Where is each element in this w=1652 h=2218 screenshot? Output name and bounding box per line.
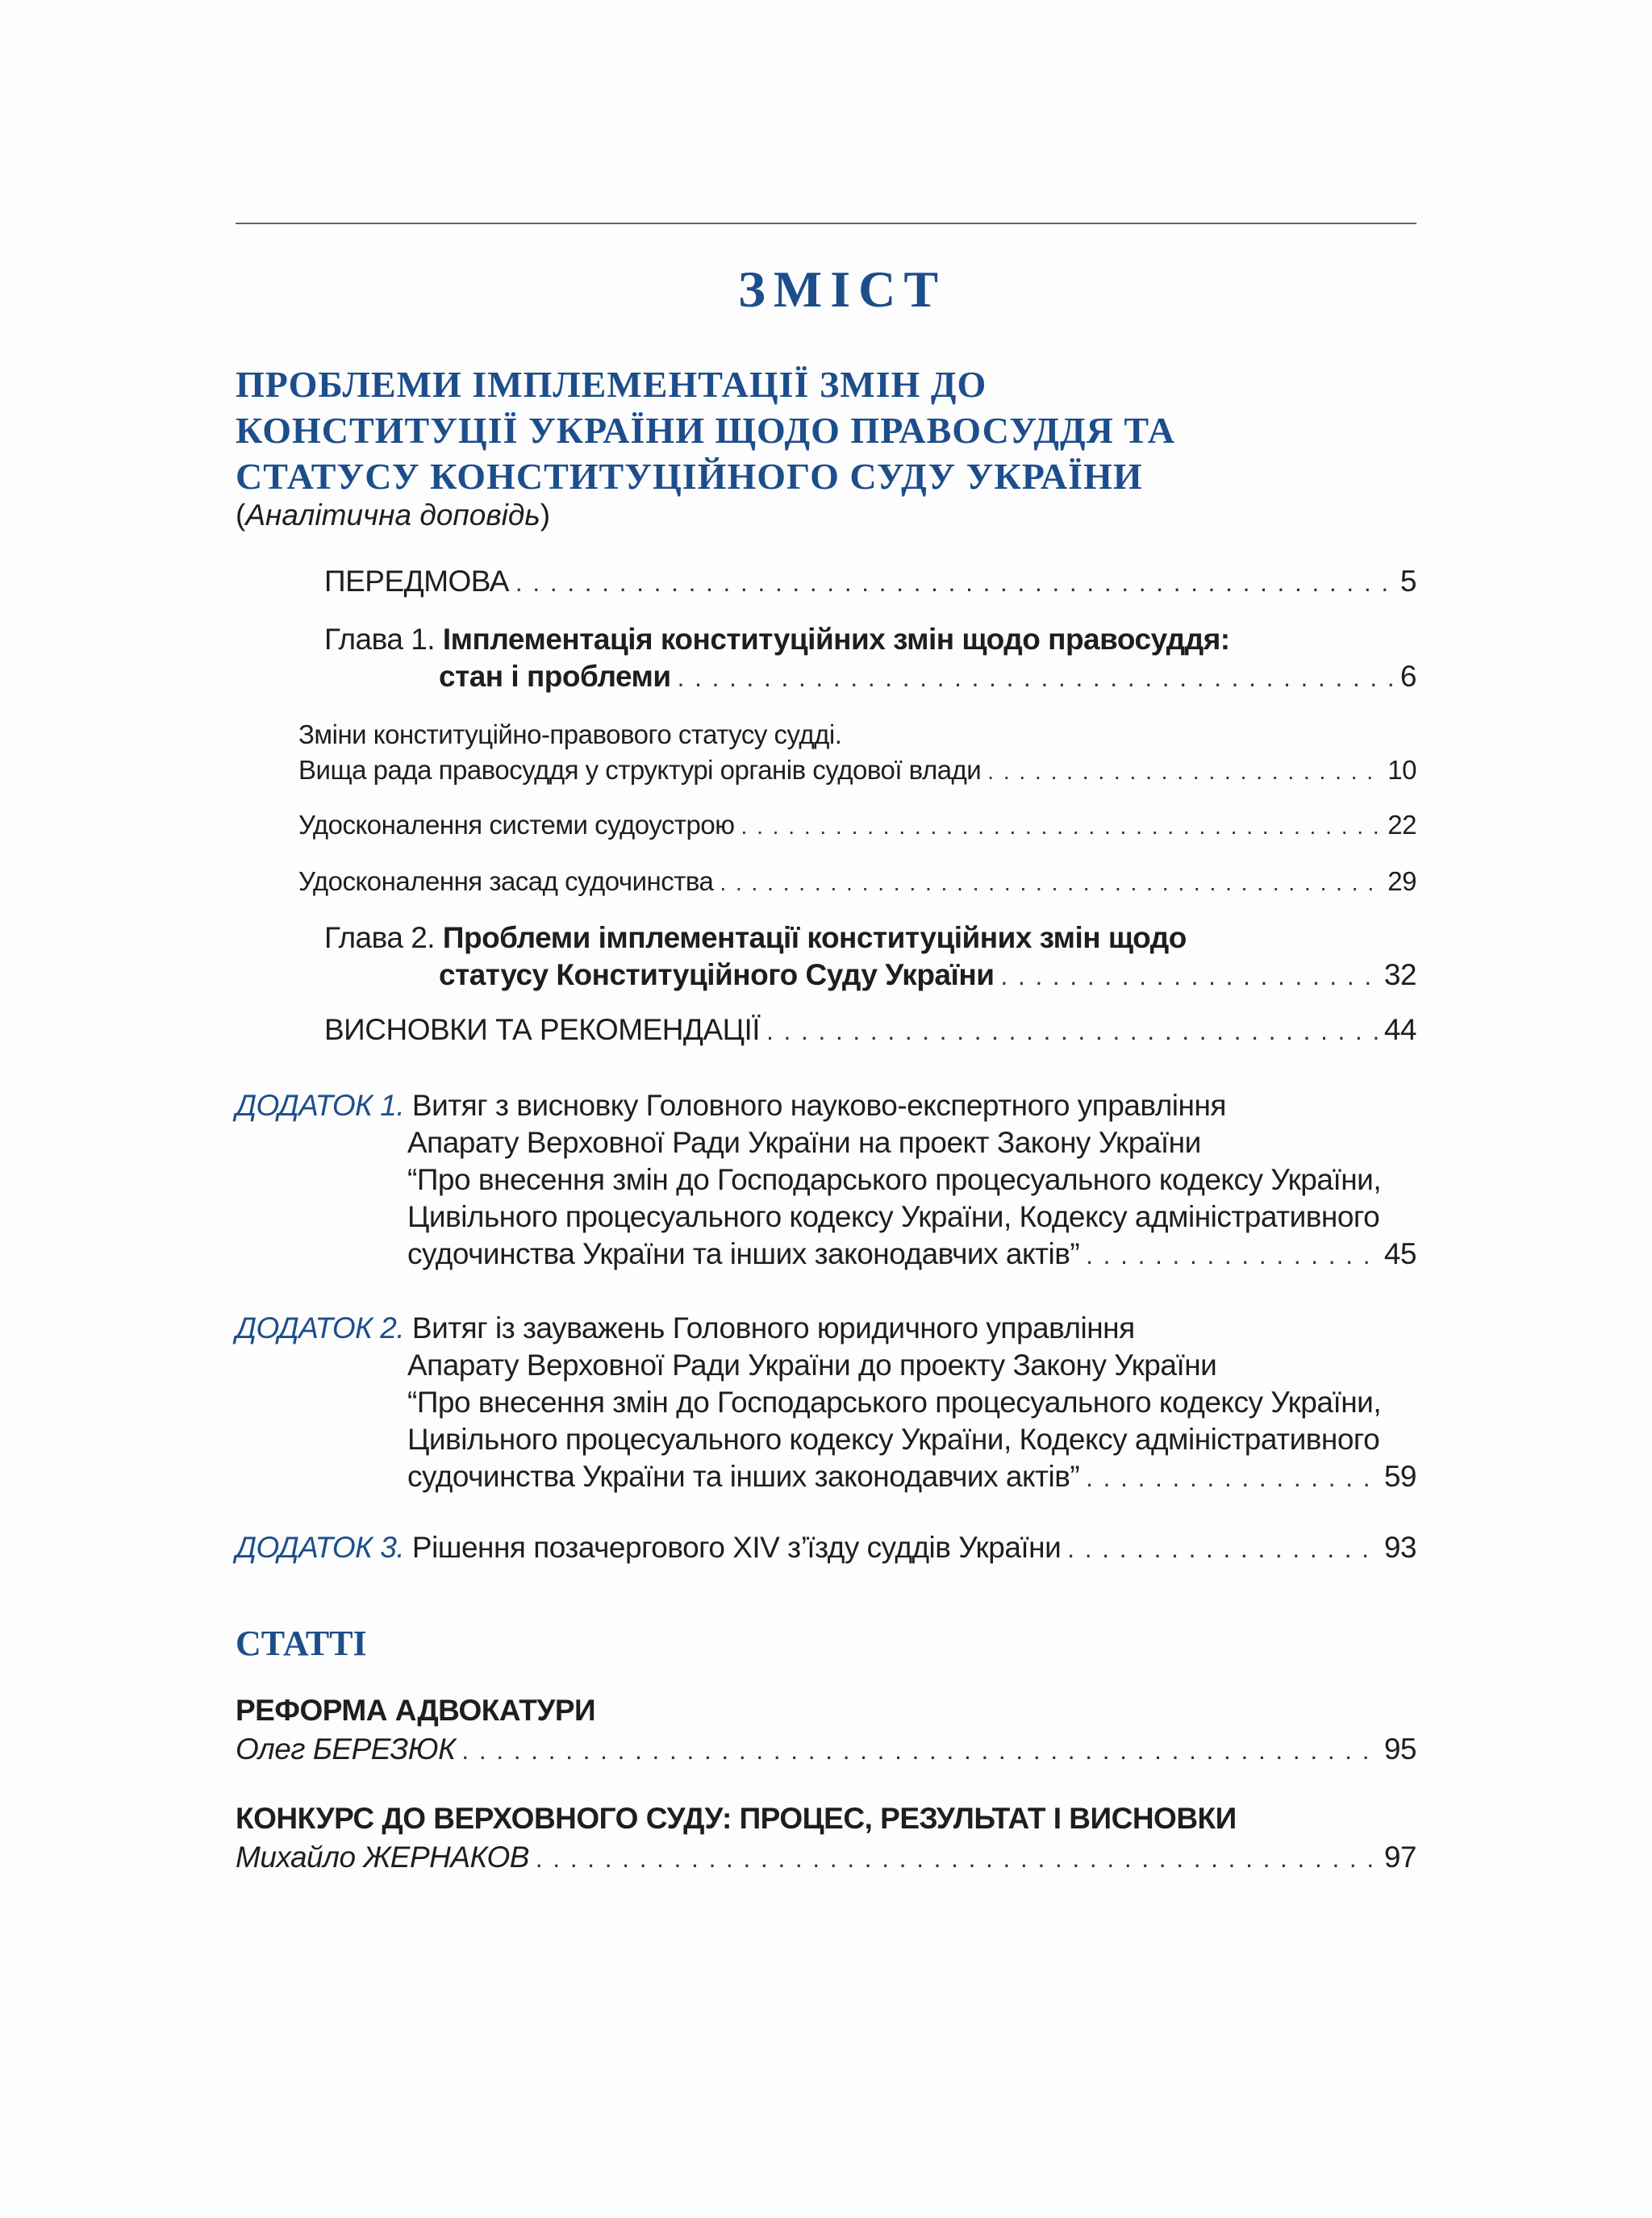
dot-leader	[1001, 962, 1378, 991]
toc-entry-label: Вища рада правосуддя у структурі органів судової влади	[298, 755, 982, 785]
dot-leader	[766, 1017, 1378, 1046]
toc-page-number: 10	[1387, 755, 1416, 785]
toc-entry-sub3[interactable]	[298, 866, 1416, 897]
chapter-title: Проблеми імплементації конституційних змін щодо	[442, 921, 1187, 954]
page-title: ЗМІСТ	[738, 261, 946, 318]
section-title-line: КОНСТИТУЦІЇ УКРАЇНИ ЩОДО ПРАВОСУДДЯ ТА	[236, 410, 1175, 451]
toc-entry-article2[interactable]	[236, 1841, 1416, 1874]
dot-leader	[1067, 1535, 1378, 1564]
toc-entry-appendix2[interactable]	[407, 1460, 1416, 1494]
appendix-label: ДОДАТОК 3.	[236, 1531, 405, 1564]
toc-entry-label: ВИСНОВКИ ТА РЕКОМЕНДАЦІЇ	[324, 1013, 761, 1046]
chapter-title: Імплементація конституційних змін щодо правосуддя:	[442, 623, 1230, 656]
toc-page-number: 32	[1383, 958, 1416, 991]
toc-entry-chapter1[interactable]	[439, 660, 1416, 694]
dot-leader	[461, 1736, 1377, 1766]
toc-page-number: 59	[1383, 1460, 1416, 1493]
toc-page-number: 44	[1383, 1013, 1416, 1046]
appendix-label: ДОДАТОК 1.	[236, 1089, 405, 1122]
toc-entry-appendix3[interactable]	[236, 1531, 1416, 1565]
chapter-prefix: Глава 1.	[324, 623, 436, 656]
dot-leader	[1086, 1464, 1378, 1493]
section-subtitle: (Аналітична доповідь)	[236, 498, 551, 532]
appendix-text: Витяг з висновку Головного науково-експертного управління	[411, 1089, 1226, 1122]
appendix-text: Рішення позачергового XIV з’їзду суддів України	[411, 1531, 1062, 1564]
toc-page-number: 93	[1383, 1531, 1416, 1564]
dot-leader	[678, 664, 1394, 693]
chapter-title: статусу Конституційного Суду України	[439, 958, 995, 991]
toc-entry-appendix2-line1[interactable]	[236, 1311, 1135, 1345]
toc-entry-sub2[interactable]	[298, 810, 1416, 840]
dot-leader	[987, 759, 1381, 785]
toc-page-number: 6	[1400, 660, 1416, 693]
article-author: Олег БЕРЕЗЮК	[236, 1732, 456, 1766]
toc-page-number: 29	[1387, 866, 1416, 896]
article-title[interactable]: КОНКУРС ДО ВЕРХОВНОГО СУДУ: ПРОЦЕС, РЕЗУЛЬТАТ І ВИСНОВКИ	[236, 1802, 1237, 1835]
top-divider	[236, 223, 1416, 224]
toc-entry-sub1-line1[interactable]: Зміни конституційно-правового статусу судді.	[298, 719, 842, 749]
appendix-text: Апарату Верховної Ради України до проекту Закону України	[407, 1349, 1217, 1382]
toc-page-number: 5	[1400, 565, 1416, 598]
toc-entry-label: Удосконалення засад судочинства	[298, 866, 714, 896]
toc-page-number: 22	[1387, 810, 1416, 840]
toc-page-number: 95	[1383, 1732, 1416, 1766]
articles-heading: СТАТТІ	[236, 1624, 367, 1663]
section-title-line: ПРОБЛЕМИ ІМПЛЕМЕНТАЦІЇ ЗМІН ДО	[236, 364, 987, 405]
appendix-text: “Про внесення змін до Господарського процесуального кодексу України,	[407, 1386, 1382, 1419]
toc-entry-article1[interactable]	[236, 1732, 1416, 1766]
appendix-label: ДОДАТОК 2.	[236, 1311, 405, 1345]
toc-entry-conclusions[interactable]	[324, 1013, 1416, 1047]
toc-entry-chapter2-line1[interactable]	[324, 921, 1187, 955]
section-title-line: СТАТУСУ КОНСТИТУЦІЙНОГО СУДУ УКРАЇНИ	[236, 456, 1143, 497]
toc-entry-chapter1-line1[interactable]	[324, 623, 1230, 657]
toc-entry-sub1[interactable]	[298, 755, 1416, 786]
toc-entry-chapter2[interactable]	[439, 958, 1416, 992]
subtitle-text: Аналітична доповідь	[245, 498, 540, 532]
appendix-text: судочинства України та інших законодавчих актів”	[407, 1237, 1080, 1270]
section-title	[236, 361, 1175, 499]
article-author: Михайло ЖЕРНАКОВ	[236, 1841, 529, 1874]
appendix-text: судочинства України та інших законодавчих актів”	[407, 1460, 1080, 1493]
dot-leader	[515, 569, 1394, 598]
toc-entry-foreword[interactable]	[324, 565, 1416, 598]
toc-page-number: 97	[1383, 1841, 1416, 1874]
appendix-text: Цивільного процесуального кодексу України, Кодексу адміністративного	[407, 1200, 1380, 1233]
toc-entry-label: ПЕРЕДМОВА	[324, 565, 509, 598]
appendix-text: “Про внесення змін до Господарського процесуального кодексу України,	[407, 1163, 1382, 1196]
appendix-text: Цивільного процесуального кодексу України, Кодексу адміністративного	[407, 1423, 1380, 1456]
appendix-text: Витяг із зауважень Головного юридичного управління	[411, 1311, 1135, 1345]
dot-leader	[741, 814, 1382, 840]
chapter-prefix: Глава 2.	[324, 921, 436, 954]
toc-entry-label: Удосконалення системи судоустрою	[298, 810, 735, 840]
appendix-text: Апарату Верховної Ради України на проект Закону України	[407, 1126, 1201, 1159]
dot-leader	[720, 870, 1381, 896]
article-title[interactable]: РЕФОРМА АДВОКАТУРИ	[236, 1694, 596, 1727]
dot-leader	[1086, 1241, 1378, 1270]
toc-page-number: 45	[1383, 1237, 1416, 1270]
chapter-title: стан і проблеми	[439, 660, 671, 693]
toc-entry-appendix1[interactable]	[407, 1237, 1416, 1271]
toc-entry-appendix1-line1[interactable]	[236, 1089, 1226, 1123]
dot-leader	[536, 1845, 1378, 1874]
